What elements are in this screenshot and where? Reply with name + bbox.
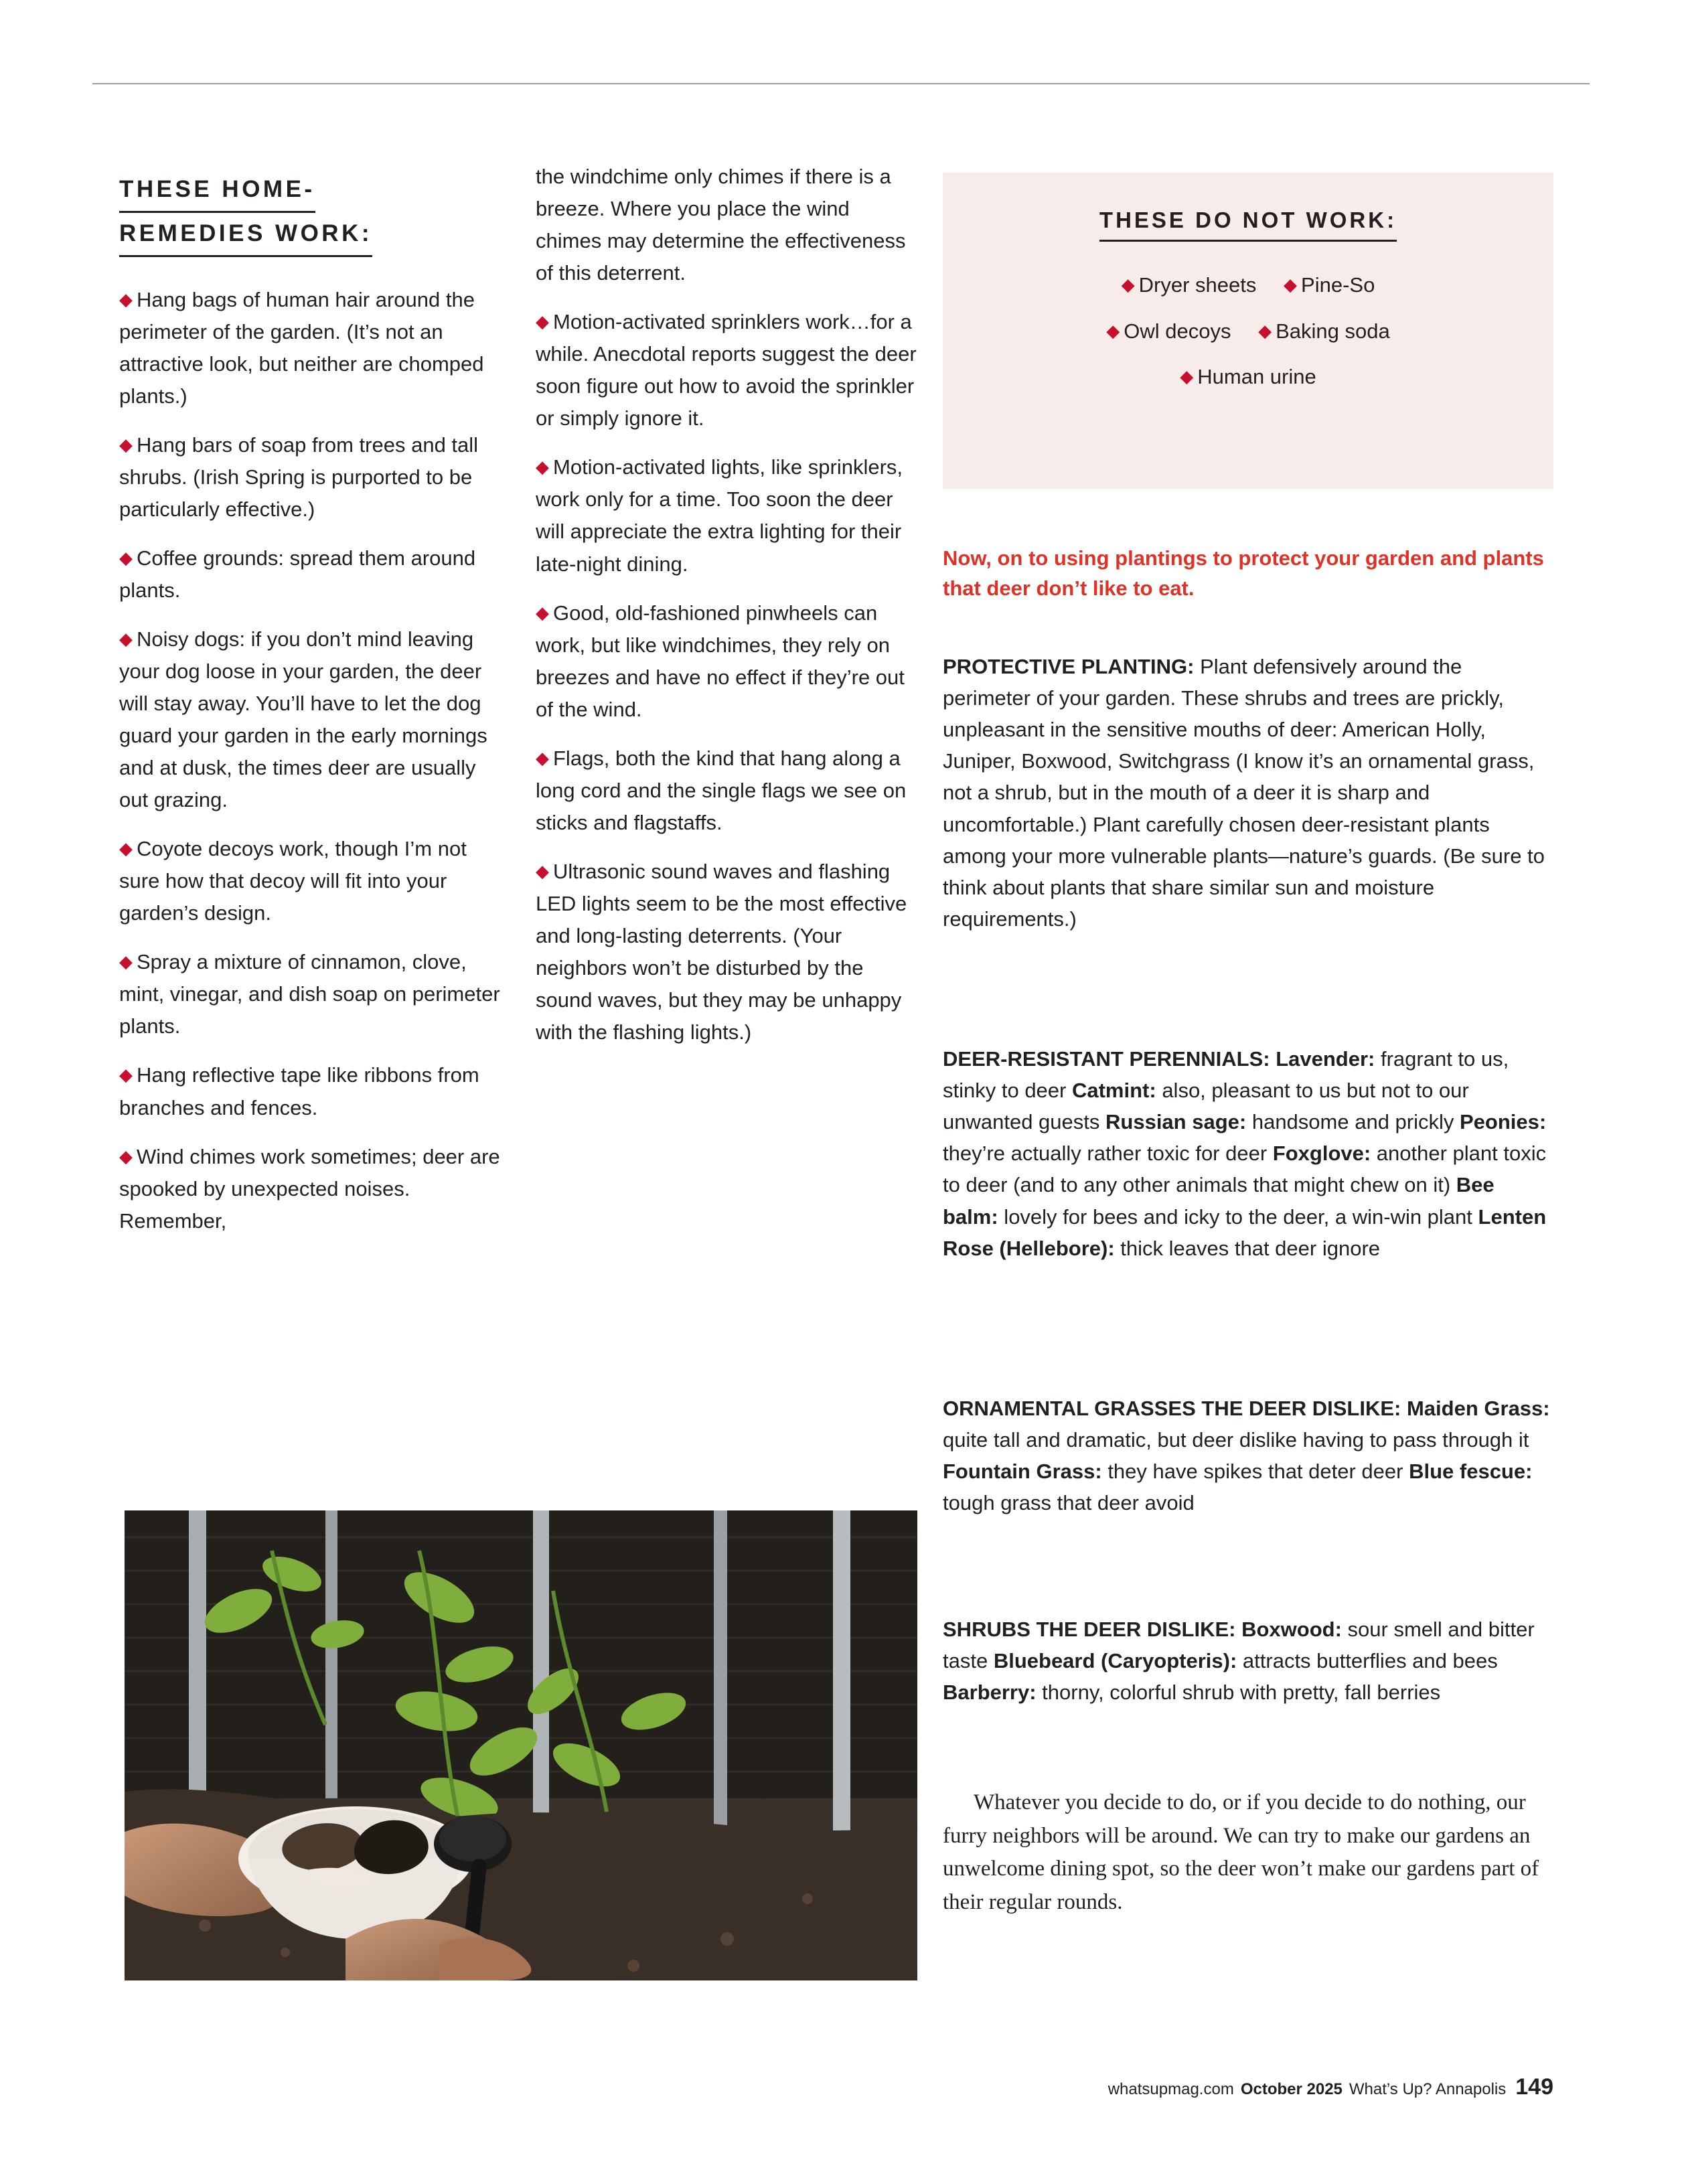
ornamental-grasses-paragraph <box>943 1393 1553 1518</box>
bullet-text: Hang bags of human hair around the perimeter of the garden. (It’s not an attractive look, but neither are chomped plants.) <box>119 287 484 408</box>
diamond-bullet-icon: ◆ <box>1284 275 1298 295</box>
bullet-item <box>536 306 917 435</box>
pink-box-item <box>1284 273 1375 297</box>
photo-illustration <box>125 1510 917 1980</box>
diamond-bullet-icon: ◆ <box>536 860 549 881</box>
pink-box-item <box>1258 319 1390 343</box>
footer-website: whatsupmag.com <box>1107 2080 1234 2098</box>
diamond-bullet-icon: ◆ <box>1121 275 1135 295</box>
page-number: 149 <box>1515 2074 1553 2100</box>
perennial-desc: another plant toxic to deer (and to any other animals that might chew on it) <box>943 1142 1547 1197</box>
perennial-name: Catmint: <box>1071 1079 1156 1103</box>
heading-line-1: THESE HOME- <box>119 173 315 213</box>
red-intro-text: Now, on to using plantings to protect your garden and plants that deer don’t like to eat. <box>943 546 1544 600</box>
diamond-bullet-icon: ◆ <box>119 434 133 455</box>
shrub-desc: sour smell and bitter taste <box>943 1618 1535 1673</box>
pink-box-item <box>1106 319 1231 343</box>
bullet-item <box>119 284 501 412</box>
pink-item-label: Dryer sheets <box>1138 273 1257 297</box>
bullet-text: Hang reflective tape like ribbons from branches and fences. <box>119 1063 479 1119</box>
pink-box-row <box>970 270 1527 301</box>
bullet-text: Coffee grounds: spread them around plants. <box>119 546 476 602</box>
pink-item-label: Owl decoys <box>1124 319 1231 343</box>
pink-box-item <box>1122 273 1257 297</box>
perennial-name: Peonies: <box>1460 1110 1547 1134</box>
bullet-text: Flags, both the kind that hang along a long cord and the single flags we see on sticks and flagstaffs. <box>536 746 907 834</box>
page-footer <box>0 2074 1682 2100</box>
pink-box-item <box>1180 365 1316 388</box>
bullet-item <box>536 743 917 839</box>
shrub-desc: attracts butterflies and bees <box>1237 1649 1498 1673</box>
perennial-name: Lenten Rose (Hellebore): <box>943 1204 1547 1260</box>
perennial-name: Russian sage: <box>1105 1110 1247 1134</box>
bullet-item <box>119 623 501 816</box>
perennial-name: Lavender: <box>1276 1047 1375 1071</box>
bullet-text: Coyote decoys work, though I’m not sure how that decoy will fit into your garden’s design. <box>119 837 467 925</box>
bullet-item <box>536 597 917 726</box>
shrub-name: Barberry: <box>943 1681 1037 1705</box>
bullet-text: Ultrasonic sound waves and flashing LED lights seem to be the most effective and long-lasting deterrents. (Your neighbors won’t be disturbed by the sound waves, but they may be unhappy with the flashing lights.) <box>536 859 907 1044</box>
grass-name: Fountain Grass: <box>943 1460 1102 1484</box>
footer-issue: October 2025 <box>1240 2080 1343 2098</box>
diamond-bullet-icon: ◆ <box>119 1065 133 1085</box>
pink-item-label: Baking soda <box>1276 319 1390 343</box>
top-divider <box>92 83 1590 84</box>
garden-photo <box>125 1510 917 1980</box>
protective-planting-text: Plant defensively around the perimeter of your garden. These shrubs and trees are prickly, unpleasant in the sensitive mouths of deer: American Holly, Juniper, Boxwood, Switchgrass (I know it’s an ornamental grass, not a shrub, but in the mouth of a deer it is sharp and uncomfortable.) Plant carefully chosen deer-resistant plants among your more vulnerable plants—nature’s guards. (Be sure to think about plants that share similar sun and moisture requirements.) <box>943 655 1545 931</box>
diamond-bullet-icon: ◆ <box>1258 320 1272 341</box>
left-column <box>119 173 501 1254</box>
bullet-item <box>536 856 917 1048</box>
shrub-name: Boxwood: <box>1241 1618 1342 1641</box>
shrub-name: Bluebeard (Caryopteris): <box>993 1649 1237 1673</box>
diamond-bullet-icon: ◆ <box>536 311 549 332</box>
bullet-text: Wind chimes work sometimes; deer are spooked by unexpected noises. Remember, <box>119 1144 500 1233</box>
diamond-bullet-icon: ◆ <box>536 747 549 768</box>
grass-desc: quite tall and dramatic, but deer dislike having to pass through it <box>943 1428 1529 1452</box>
bullet-text: Spray a mixture of cinnamon, clove, mint, vinegar, and dish soap on perimeter plants. <box>119 950 500 1038</box>
bullet-item <box>119 946 501 1042</box>
shrubs-label: SHRUBS THE DEER DISLIKE: <box>943 1618 1236 1641</box>
grass-name: Blue fescue: <box>1409 1460 1533 1484</box>
pink-box-title: THESE DO NOT WORK: <box>1099 208 1397 242</box>
perennial-desc: they’re actually rather toxic for deer <box>943 1142 1273 1166</box>
pink-box-row <box>970 316 1527 347</box>
these-do-not-work-box <box>943 173 1553 489</box>
perennial-desc: fragrant to us, stinky to deer <box>943 1047 1509 1103</box>
heading-line-2: REMEDIES WORK: <box>119 217 372 257</box>
bullet-text: Motion-activated sprinklers work…for a while. Anecdotal reports suggest the deer soon figure out how to avoid the sprinkler or simply ignore it. <box>536 310 917 431</box>
protective-planting-label: PROTECTIVE PLANTING: <box>943 655 1195 678</box>
perennials-label: DEER-RESISTANT PERENNIALS: <box>943 1047 1270 1071</box>
diamond-bullet-icon: ◆ <box>1180 366 1194 386</box>
diamond-bullet-icon: ◆ <box>1106 320 1120 341</box>
bullet-text: Hang bars of soap from trees and tall shrubs. (Irish Spring is purported to be particularly effective.) <box>119 433 479 521</box>
grass-desc: they have spikes that deter deer <box>1101 1460 1409 1484</box>
grass-desc: tough grass that deer avoid <box>943 1491 1195 1515</box>
perennial-name: Foxglove: <box>1272 1142 1371 1166</box>
bullet-item <box>536 451 917 580</box>
closing-paragraph: Whatever you decide to do, or if you decide to do nothing, our furry neighbors will be around. We can try to make our gardens an unwelcome dining spot, so the deer won’t make our gardens part of their regular rounds. <box>943 1790 1539 1914</box>
grass-name: Maiden Grass: <box>1406 1397 1550 1420</box>
diamond-bullet-icon: ◆ <box>536 602 549 623</box>
shrub-desc: thorny, colorful shrub with pretty, fall berries <box>1036 1681 1441 1705</box>
diamond-bullet-icon: ◆ <box>119 547 133 568</box>
bullet-text: Motion-activated lights, like sprinklers, work only for a time. Too soon the deer will appreciate the extra lighting for their late-night dining. <box>536 455 903 576</box>
pink-item-label: Human urine <box>1197 365 1316 388</box>
diamond-bullet-icon: ◆ <box>119 951 133 972</box>
grasses-label: ORNAMENTAL GRASSES THE DEER DISLIKE: <box>943 1397 1401 1420</box>
diamond-bullet-icon: ◆ <box>119 628 133 649</box>
perennial-name: Bee balm: <box>943 1173 1495 1229</box>
continuation-paragraph: the windchime only chimes if there is a breeze. Where you place the wind chimes may determine the effectiveness of this deterrent. <box>536 165 906 285</box>
shrubs-paragraph <box>943 1614 1553 1708</box>
bullet-item <box>119 429 501 526</box>
diamond-bullet-icon: ◆ <box>119 838 133 859</box>
diamond-bullet-icon: ◆ <box>119 289 133 309</box>
diamond-bullet-icon: ◆ <box>119 1146 133 1166</box>
perennial-desc: lovely for bees and icky to the deer, a win-win plant <box>998 1204 1478 1229</box>
pink-item-label: Pine-So <box>1301 273 1375 297</box>
bullet-item <box>119 1141 501 1237</box>
middle-column <box>536 161 917 1065</box>
bullet-text: Noisy dogs: if you don’t mind leaving your dog loose in your garden, the deer will stay away. You’ll have to let the dog guard your garden in the early mornings and at dusk, the times deer are usually out grazing. <box>119 627 487 812</box>
bullet-text: Good, old-fashioned pinwheels can work, but like windchimes, they rely on breezes and have no effect if they’re out of the wind. <box>536 601 905 721</box>
footer-publication: What’s Up? Annapolis <box>1349 2080 1507 2098</box>
deer-resistant-perennials-paragraph <box>943 1043 1553 1264</box>
bullet-item <box>119 542 501 607</box>
diamond-bullet-icon: ◆ <box>536 457 549 477</box>
bullet-item <box>119 1059 501 1123</box>
protective-planting-paragraph <box>943 651 1553 935</box>
perennial-desc: handsome and prickly <box>1246 1110 1460 1134</box>
left-column-heading <box>119 173 501 261</box>
perennial-desc: also, pleasant to us but not to our unwanted guests <box>943 1079 1469 1134</box>
bullet-item <box>119 833 501 929</box>
perennial-desc: thick leaves that deer ignore <box>1114 1236 1381 1260</box>
pink-box-row <box>970 362 1527 393</box>
